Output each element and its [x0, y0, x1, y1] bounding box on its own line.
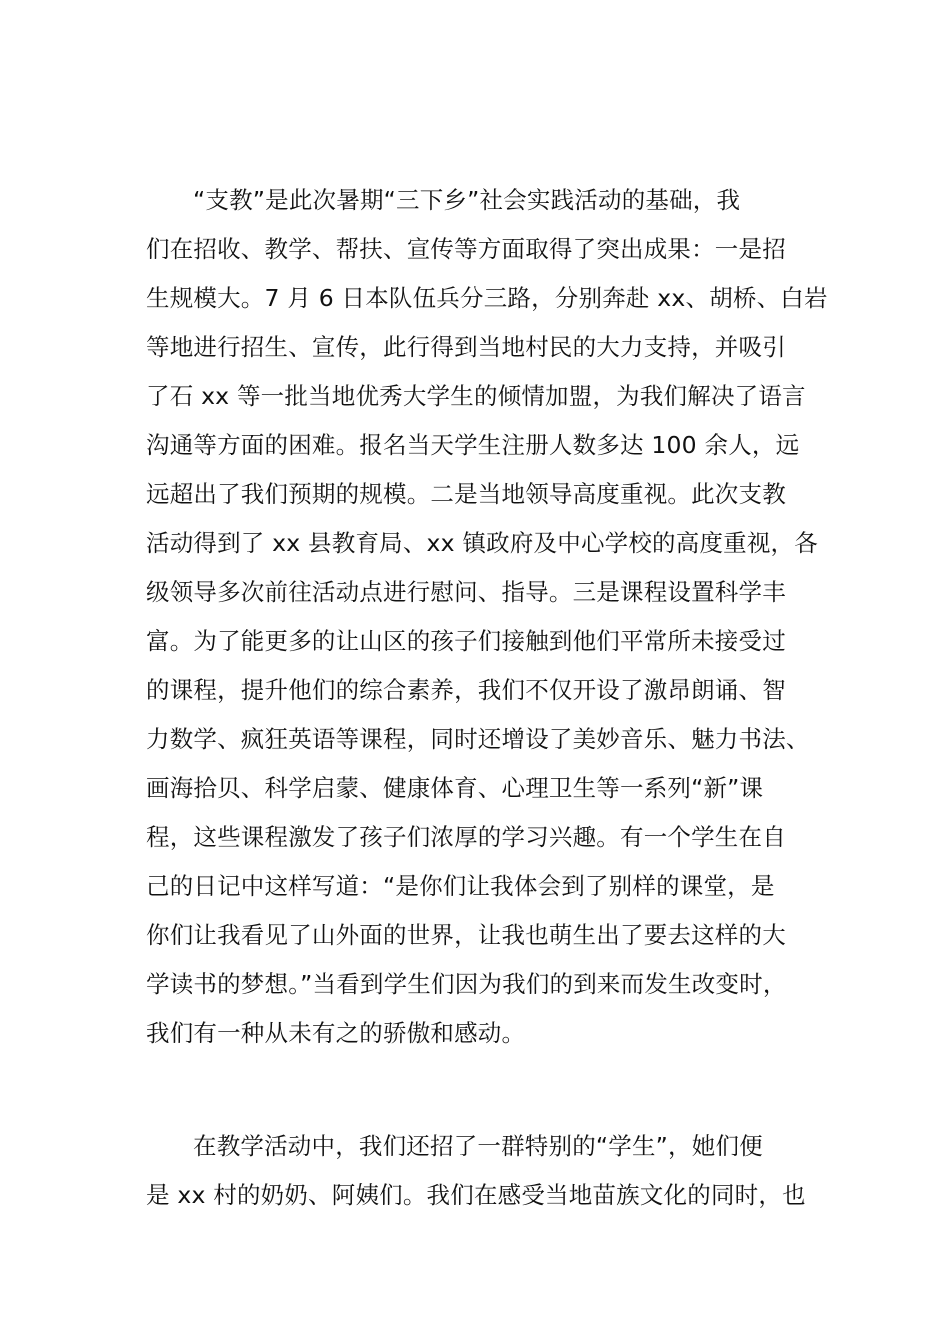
paragraph-2-line-2: 是 xx 村的奶奶、阿姨们。我们在感受当地苗族文化的同时，也: [146, 1181, 806, 1209]
paragraph-1-line-1: “支教”是此次暑期“三下乡”社会实践活动的基础，我: [193, 186, 741, 214]
paragraph-1-line-9: 级领导多次前往活动点进行慰问、指导。三是课程设置科学丰: [146, 578, 786, 606]
paragraph-1-line-5: 了石 xx 等一批当地优秀大学生的倾情加盟，为我们解决了语言: [146, 382, 806, 410]
paragraph-1-line-11: 的课程，提升他们的综合素养，我们不仅开设了激昂朗诵、智: [146, 676, 786, 704]
paragraph-1-line-6: 沟通等方面的困难。报名当天学生注册人数多达 100 余人，远: [146, 431, 800, 459]
paragraph-1-line-7: 远超出了我们预期的规模。二是当地领导高度重视。此次支教: [146, 480, 786, 508]
paragraph-1-line-14: 程，这些课程激发了孩子们浓厚的学习兴趣。有一个学生在自: [146, 823, 786, 851]
paragraph-1-line-17: 学读书的梦想。”当看到学生们因为我们的到来而发生改变时，: [146, 970, 787, 998]
paragraph-1-line-12: 力数学、疯狂英语等课程，同时还增设了美妙音乐、魅力书法、: [146, 725, 810, 753]
paragraph-1-line-15: 己的日记中这样写道：“是你们让我体会到了别样的课堂，是: [146, 872, 775, 900]
paragraph-2-line-1: 在教学活动中，我们还招了一群特别的“学生”，她们便: [193, 1132, 763, 1160]
paragraph-1-line-2: 们在招收、教学、帮扶、宣传等方面取得了突出成果：一是招: [146, 235, 786, 263]
paragraph-1-line-3: 生规模大。7 月 6 日本队伍兵分三路，分别奔赴 xx、胡桥、白岩: [146, 284, 828, 312]
paragraph-1-line-16: 你们让我看见了山外面的世界，让我也萌生出了要去这样的大: [146, 921, 786, 949]
paragraph-1-line-18: 我们有一种从未有之的骄傲和感动。: [146, 1019, 526, 1047]
paragraph-1-line-10: 富。为了能更多的让山区的孩子们接触到他们平常所未接受过: [146, 627, 786, 655]
paragraph-1-line-13: 画海拾贝、科学启蒙、健康体育、心理卫生等一系列“新”课: [146, 774, 764, 802]
paragraph-1-line-8: 活动得到了 xx 县教育局、xx 镇政府及中心学校的高度重视，各: [146, 529, 818, 557]
paragraph-1-line-4: 等地进行招生、宣传，此行得到当地村民的大力支持，并吸引: [146, 333, 786, 361]
